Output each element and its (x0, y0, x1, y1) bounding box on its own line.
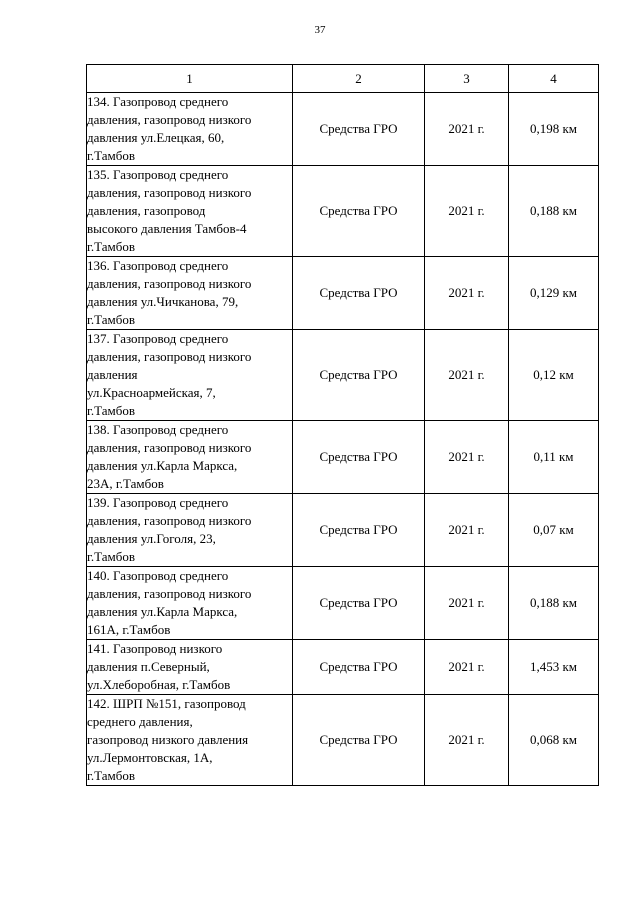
funding-source-cell: Средства ГРО (293, 695, 425, 786)
year-cell: 2021 г. (425, 567, 509, 640)
object-name-line: г.Тамбов (87, 768, 135, 783)
column-header-4: 4 (509, 65, 599, 93)
object-name-cell (87, 166, 293, 257)
object-name-line: давления, газопровод низкого (87, 513, 252, 528)
object-name-line: давления ул.Карла Маркса, (87, 458, 238, 473)
object-name-line: 141. Газопровод низкого (87, 641, 223, 656)
object-name-cell (87, 695, 293, 786)
gas-pipeline-table (86, 64, 599, 786)
object-name-line: давления, газопровод (87, 203, 206, 218)
object-name-line: 136. Газопровод среднего (87, 258, 229, 273)
object-name-line: 161А, г.Тамбов (87, 622, 171, 637)
object-name-line: 142. ШРП №151, газопровод (87, 696, 246, 711)
table-row (87, 257, 599, 330)
object-name-line: 23А, г.Тамбов (87, 476, 164, 491)
year-cell: 2021 г. (425, 93, 509, 166)
object-name (87, 330, 292, 420)
length-cell: 0,129 км (509, 257, 599, 330)
object-name-line: среднего давления, (87, 714, 193, 729)
year-cell: 2021 г. (425, 330, 509, 421)
length-cell: 0,11 км (509, 421, 599, 494)
object-name-line: давления ул.Елецкая, 60, (87, 130, 225, 145)
object-name-line: 135. Газопровод среднего (87, 167, 229, 182)
funding-source-cell: Средства ГРО (293, 494, 425, 567)
year-cell: 2021 г. (425, 640, 509, 695)
year-cell: 2021 г. (425, 257, 509, 330)
table-row (87, 421, 599, 494)
object-name-line: давления ул.Карла Маркса, (87, 604, 238, 619)
object-name-line: газопровод низкого давления (87, 732, 249, 747)
object-name-line: г.Тамбов (87, 549, 135, 564)
length-cell: 0,188 км (509, 166, 599, 257)
table-row (87, 494, 599, 567)
funding-source-cell: Средства ГРО (293, 166, 425, 257)
object-name-cell (87, 257, 293, 330)
object-name-line: давления, газопровод низкого (87, 185, 252, 200)
object-name-line: давления (87, 367, 138, 382)
table-header-row (87, 65, 599, 93)
year-cell: 2021 г. (425, 494, 509, 567)
object-name (87, 257, 292, 329)
object-name-line: 137. Газопровод среднего (87, 331, 229, 346)
object-name-line: высокого давления Тамбов-4 (87, 221, 247, 236)
table-body (87, 93, 599, 786)
length-cell: 0,198 км (509, 93, 599, 166)
object-name-line: 134. Газопровод среднего (87, 94, 229, 109)
year-cell: 2021 г. (425, 166, 509, 257)
object-name-cell (87, 567, 293, 640)
funding-source-cell: Средства ГРО (293, 640, 425, 695)
table-row (87, 330, 599, 421)
object-name-line: 140. Газопровод среднего (87, 568, 229, 583)
object-name-cell (87, 640, 293, 695)
object-name (87, 640, 292, 694)
object-name-line: давления, газопровод низкого (87, 112, 252, 127)
object-name-line: ул.Красноармейская, 7, (87, 385, 216, 400)
length-cell: 0,12 км (509, 330, 599, 421)
funding-source-cell: Средства ГРО (293, 421, 425, 494)
table-row (87, 640, 599, 695)
year-cell: 2021 г. (425, 421, 509, 494)
object-name-cell (87, 93, 293, 166)
object-name-line: давления, газопровод низкого (87, 276, 252, 291)
object-name-line: давления п.Северный, (87, 659, 210, 674)
funding-source-cell: Средства ГРО (293, 257, 425, 330)
table-row (87, 695, 599, 786)
object-name-line: ул.Лермонтовская, 1А, (87, 750, 213, 765)
length-cell: 0,068 км (509, 695, 599, 786)
page-number: 37 (314, 24, 326, 36)
object-name-line: давления ул.Чичканова, 79, (87, 294, 239, 309)
object-name-cell (87, 494, 293, 567)
object-name (87, 93, 292, 165)
object-name (87, 421, 292, 493)
object-name-line: давления, газопровод низкого (87, 440, 252, 455)
column-header-1: 1 (87, 65, 293, 93)
length-cell: 0,07 км (509, 494, 599, 567)
object-name-line: г.Тамбов (87, 239, 135, 254)
object-name (87, 567, 292, 639)
object-name (87, 166, 292, 256)
object-name (87, 695, 292, 785)
year-cell: 2021 г. (425, 695, 509, 786)
length-cell: 0,188 км (509, 567, 599, 640)
object-name-line: давления ул.Гоголя, 23, (87, 531, 216, 546)
object-name-line: 139. Газопровод среднего (87, 495, 229, 510)
funding-source-cell: Средства ГРО (293, 93, 425, 166)
table-row (87, 93, 599, 166)
length-cell: 1,453 км (509, 640, 599, 695)
object-name-cell (87, 330, 293, 421)
object-name-line: давления, газопровод низкого (87, 349, 252, 364)
table-row (87, 166, 599, 257)
object-name-cell (87, 421, 293, 494)
object-name-line: ул.Хлеборобная, г.Тамбов (87, 677, 231, 692)
table-row (87, 567, 599, 640)
funding-source-cell: Средства ГРО (293, 567, 425, 640)
object-name-line: давления, газопровод низкого (87, 586, 252, 601)
object-name-line: 138. Газопровод среднего (87, 422, 229, 437)
column-header-3: 3 (425, 65, 509, 93)
object-name-line: г.Тамбов (87, 312, 135, 327)
object-name-line: г.Тамбов (87, 148, 135, 163)
funding-source-cell: Средства ГРО (293, 330, 425, 421)
object-name-line: г.Тамбов (87, 403, 135, 418)
object-name (87, 494, 292, 566)
column-header-2: 2 (293, 65, 425, 93)
